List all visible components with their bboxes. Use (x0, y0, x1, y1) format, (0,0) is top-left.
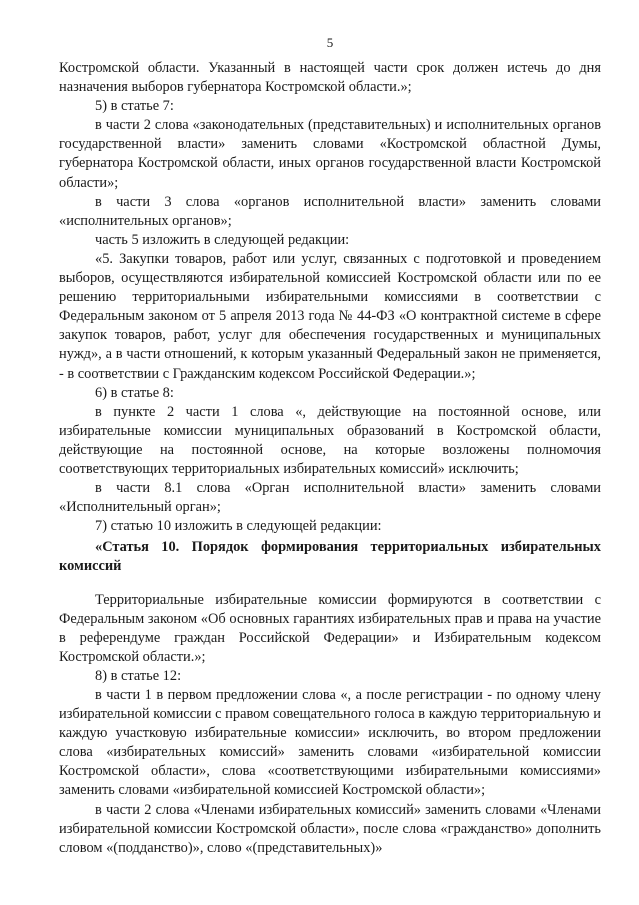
paragraph: Территориальные избирательные комиссии формируются в соответствии с Федеральным законом «Об основных гарантиях избирательных прав и права на участие в референдуме граждан Российской Федерации» и Избирательным кодексом Костромской области.»; (59, 591, 601, 665)
paragraph: 6) в статье 8: (95, 384, 174, 401)
paragraph: в части 8.1 слова «Орган исполнительной власти» заменить словами «Исполнительный орган»; (59, 480, 601, 516)
document-body-before (59, 59, 601, 536)
paragraph: в пункте 2 части 1 слова «, действующие на постоянной основе, или избирательные комиссии муниципальных образований в Костромской области, действующие на постоянной основе, на которые возложены полномочия соответствующих территориальных избирательных комиссий» исключить; (59, 403, 601, 477)
paragraph: в части 1 в первом предложении слова «, а после регистрации - по одному члену избирательной комиссии с правом совещательного голоса в каждую территориальную и каждую участковую избирательные комиссии» исключить, во втором предложении слова «избирательных комиссий» заменить словами «избирательной комиссии Костромской области», слова «соответствующими избирательными комиссиями» заменить словами «избирательной комиссией Костромской области»; (59, 687, 601, 799)
paragraph: в части 2 слова «законодательных (представительных) и исполнительных органов государственной власти» заменить словами «Костромской областной Думы, губернатора Костромской области, иных органов государственной власти Костромской области»; (59, 117, 601, 191)
document-body-after (59, 591, 601, 858)
paragraph: 5) в статье 7: (95, 98, 174, 115)
paragraph: в части 3 слова «органов исполнительной власти» заменить словами «исполнительных органов»; (59, 193, 601, 229)
paragraph: Костромской области. Указанный в настоящей части срок должен истечь до дня назначения выборов губернатора Костромской области.»; (59, 60, 601, 96)
paragraph: в части 2 слова «Членами избирательных комиссий» заменить словами «Членами избирательной комиссии Костромской области», после слова «гражданство» дополнить словом «(подданство)», слово «(представительных)» (59, 801, 601, 856)
article-heading: «Статья 10. Порядок формирования территориальных избирательных комиссий (59, 539, 601, 575)
paragraph: 8) в статье 12: (95, 667, 182, 684)
paragraph: 7) статью 10 изложить в следующей редакции: (95, 518, 382, 535)
paragraph: «5. Закупки товаров, работ или услуг, связанных с подготовкой и проведением выборов, осуществляются избирательной комиссией Костромской области или по ее решению территориальными избирательными комиссиями в соответствии с Федеральным законом от 5 апреля 2013 года № 44-ФЗ «О контрактной системе в сфере закупок товаров, работ, услуг для обеспечения государственных и муниципальных нужд», а в части отношений, к которым указанный Федеральный закон не применяется, - в соответствии с Гражданским кодексом Российской Федерации.»; (59, 250, 601, 382)
page-number: 5 (326, 35, 334, 50)
paragraph: часть 5 изложить в следующей редакции: (95, 231, 350, 248)
